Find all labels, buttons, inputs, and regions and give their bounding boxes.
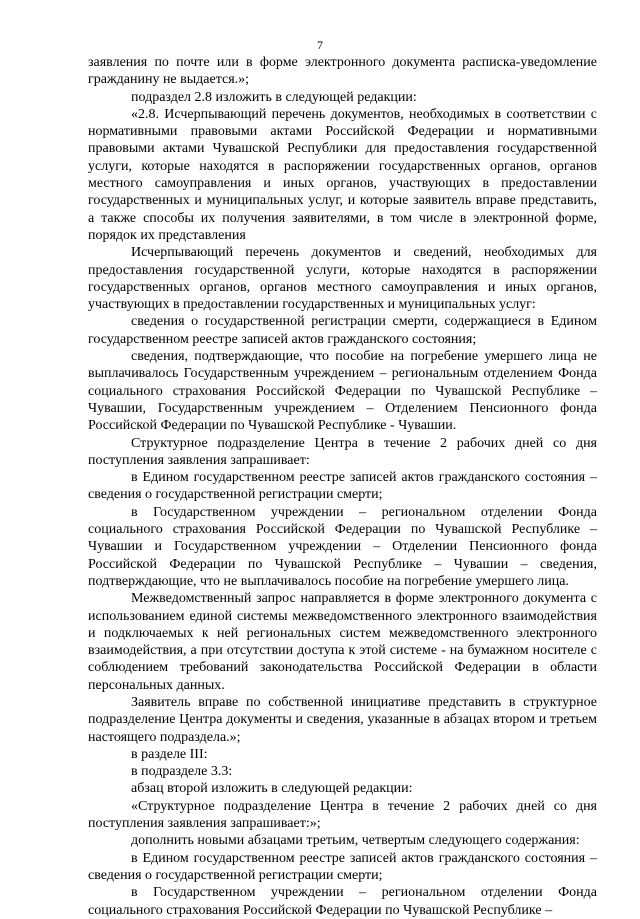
paragraph-1: заявления по почте или в форме электронного документа расписка-уведомление гражданину не выдается.»;	[88, 55, 597, 88]
paragraph-16: дополнить новыми абзацами третьим, четвертым следующего содержания:	[131, 833, 580, 849]
paragraph-12: в разделе III:	[131, 746, 208, 762]
paragraph-10: Межведомственный запрос направляется в форме электронного документа с использованием единой системы межведомственного электронного взаимодействия и подключаемых к ней региональных систем межведомственного электронного взаимодействия, а при отсутствии доступа к этой системе - на бумажном носителе с соблюдением требований законодательства Российской Федерации в области персональных данных.	[88, 591, 597, 693]
paragraph-17: в Едином государственном реестре записей актов гражданского состояния – сведения о государственной регистрации смерти;	[88, 850, 597, 883]
page-number: 7	[317, 38, 323, 52]
paragraph-9: в Государственном учреждении – региональном отделении Фонда социального страхования Российской Федерации по Чувашской Республике – Чувашии и Государственном учреждении – Отделении Пенсионного фонда Российской Федерации по Чувашской Республике – Чувашии – сведения, подтверждающие, что не выплачивалось пособие на погребение умершего лица.	[88, 504, 597, 589]
paragraph-4: Исчерпывающий перечень документов и сведений, необходимых для предоставления государственной услуги, которые находятся в распоряжении государственных органов, органов местного самоуправления и иных органов, участвующих в предоставлении государственных и муниципальных услуг:	[88, 245, 597, 313]
paragraph-6: сведения, подтверждающие, что пособие на погребение умершего лица не выплачивалось Государственным учреждением – региональным отделением Фонда социального страхования Российской Федерации по Чувашской Республике – Чувашии, Государственным учреждением – Отделением Пенсионного фонда Российской Федерации по Чувашской Республике - Чувашии.	[88, 349, 597, 434]
paragraph-3: «2.8. Исчерпывающий перечень документов, необходимых в соответствии с нормативными правовыми актами Российской Федерации и нормативными правовыми актами Чувашской Республики для предоставления государственной услуги, которые находятся в распоряжении государственных органов, органов местного самоуправления и иных органов, участвующих в предоставлении государственных и муниципальных услуг, и которые заявитель вправе представить, а также способы их получения заявителями, в том числе в электронной форме, порядок их представления	[88, 106, 597, 243]
paragraph-7: Структурное подразделение Центра в течение 2 рабочих дней со дня поступления заявления запрашивает:	[88, 435, 597, 468]
document-body	[88, 54, 597, 919]
paragraph-2: подраздел 2.8 изложить в следующей редакции:	[131, 89, 417, 105]
paragraph-14: абзац второй изложить в следующей редакции:	[131, 781, 413, 797]
paragraph-11: Заявитель вправе по собственной инициативе представить в структурное подразделение Центра документы и сведения, указанные в абзацах втором и третьем настоящего подраздела.»;	[88, 694, 597, 745]
paragraph-5: сведения о государственной регистрации смерти, содержащиеся в Едином государственном реестре записей актов гражданского состояния;	[88, 314, 597, 347]
paragraph-18: в Государственном учреждении – региональном отделении Фонда социального страхования Российской Федерации по Чувашской Республике –	[88, 885, 597, 918]
paragraph-15: «Структурное подразделение Центра в течение 2 рабочих дней со дня поступления заявления запрашивает:»;	[88, 798, 597, 832]
paragraph-13: в подразделе 3.3:	[131, 764, 233, 780]
paragraph-8: в Едином государственном реестре записей актов гражданского состояния – сведения о государственной регистрации смерти;	[88, 470, 597, 503]
